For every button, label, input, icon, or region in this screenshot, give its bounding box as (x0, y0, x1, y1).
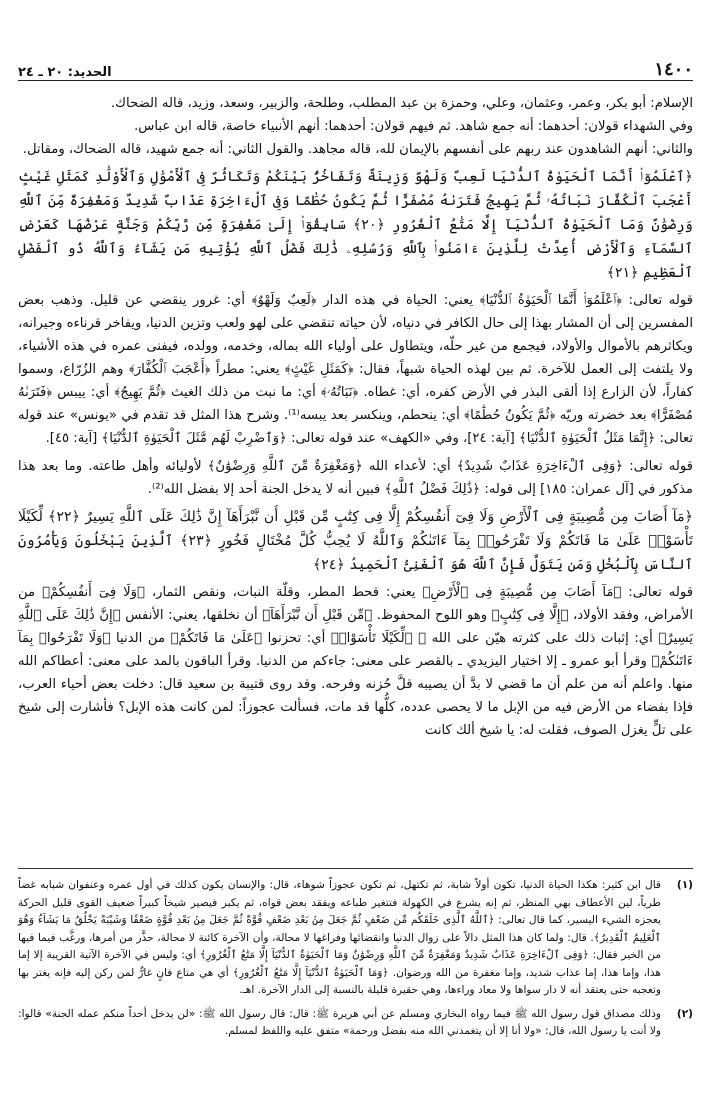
tafsir-paragraph-2: قوله تعالى: ﴿وَفِى ٱلْءَاخِرَةِ عَذَابٌ شَدِيدٌ﴾ أي: لأعداء الله ﴿وَمَغْفِرَةٌ مِّنَ ٱللَّهِ وَرِضْوَٰنٌ﴾ لأوليائه وأهل طاعته. وما بعد هذا مذكور في [آل عمران: ١٨٥] إلى قوله: ﴿ذَٰلِكَ فَضْلُ ٱللَّهِ﴾ فبين أنه لا يدخل الجنة أحد إلا بفضل الله⁽²⁾. (18, 459, 693, 497)
page-header (18, 56, 693, 81)
footnote-number: (١) (676, 879, 693, 891)
footnote-number: (٢) (676, 1007, 693, 1020)
surah-reference: الحديد: ٢٠ ـ ٢٤ (18, 65, 112, 80)
paragraph-1: الإسلام: أبو بكر، وعمر، وعثمان، وعلي، وحمزة بن عبد المطلب، وطلحة، والزبير، وسعد، وزيد، قاله الضحاك. (110, 96, 693, 111)
paragraph-2: وفي الشهداء قولان: أحدهما: أنه جمع شاهد. ثم فيهم قولان: أحدهما: أنهم الأنبياء خاصة، قاله ابن عباس. (134, 119, 693, 134)
footnote-text: وذلك مصداق قول رسول الله ﷺ فيما رواه البخاري ومسلم عن أبي هريرة ﷺ: قال: قال رسول الله ﷺ: «لن يدخل أحداً منكم عمله الجنة» قالوا: ولا أنت يا رسول الله، قال: «ولا أنا إلا أن يتغمدني الله منه بفضل ورحمة» متفق عليه واللفظ لمسلم. (18, 1007, 661, 1037)
tafsir-paragraph-3: قوله تعالى: ﴿مَآ أَصَابَ مِن مُّصِيبَةٍ فِى ٱلْأَرْضِ﴾ يعني: قحط المطر، وقلّة النبات، ونقص الثمار، ﴿وَلَا فِىٓ أَنفُسِكُمْ﴾ من الأمراض، وفقد الأولاد، ﴿إِلَّا فِى كِتَٰبٍ﴾ وهو اللوح المحفوظ. ﴿مِّن قَبْلِ أَن نَّبْرَأَهَآ﴾ أن نخلقها، يعني: الأنفس ﴿إِنَّ ذَٰلِكَ عَلَى ٱللَّهِ يَسِيرٌ﴾ أي: إثبات ذلك على كثرته هيّن على الله ﷻ ﴿لِّكَيْلَا تَأْسَوْا۟﴾ أي: تحزنوا ﴿عَلَىٰ مَا فَاتَكُمْ﴾ من الدنيا ﴿وَلَا تَفْرَحُوا۟ بِمَآ ءَاتَىٰكُمْ﴾ وقرأ أبو عمرو ـ إلا اختيار اليزيدي ـ بالقصر على معنى: جاءكم من الدنيا. وقرأ الباقون بالمد على معنى: أعطاكم الله منها. واعلم أنه من علم أن ما قضي لا بدَّ أن يصيبه قلَّ حُزنه وفرحه. وقد روى قتيبة بن سعيد قال: دخلت بعض أحياء العرب، فإذا بفضاء من الأرض فيه من الإبل ما لا يحصى عدده، كلُّها قد مات، فسألت عجوزاً: لمن كانت هذه الإبل؟ فأشارت إلى شيخ على تلٍّ يغزل الصوف، فقلت له: يا شيخ ألك كانت (18, 585, 693, 738)
quran-verse-block-1: ﴿ٱعْلَمُوٓا۟ أَنَّمَا ٱلْحَيَوٰةُ ٱلدُّنْيَا لَعِبٌ وَلَهْوٌ وَزِينَةٌ وَتَفَاخُرٌۢ بَيْنَكُمْ وَتَكَاثُرٌ فِى ٱلْأَمْوَٰلِ وَٱلْأَوْلَٰدِ كَمَثَلِ غَيْثٍ أَعْجَبَ ٱلْكُفَّارَ نَبَاتُهُۥ ثُمَّ يَهِيجُ فَتَرَىٰهُ مُصْفَرًّا ثُمَّ يَكُونُ حُطَٰمًا وَفِى ٱلْءَاخِرَةِ عَذَابٌ شَدِيدٌ وَمَغْفِرَةٌ مِّنَ ٱللَّهِ وَرِضْوَٰنٌ وَمَا ٱلْحَيَوٰةُ ٱلدُّنْيَآ إِلَّا مَتَٰعُ ٱلْغُرُورِ ﴿٢٠﴾ سَابِقُوٓا۟ إِلَىٰ مَغْفِرَةٍ مِّن رَّبِّكُمْ وَجَنَّةٍ عَرْضُهَا كَعَرْضِ ٱلسَّمَآءِ وَٱلْأَرْضِ أُعِدَّتْ لِلَّذِينَ ءَامَنُوا۟ بِٱللَّهِ وَرُسُلِهِۦ ذَٰلِكَ فَضْلُ ٱللَّهِ يُؤْتِيهِ مَن يَشَآءُ وَٱللَّهُ ذُو ٱلْفَضْلِ ٱلْعَظِيمِ ﴿٢١﴾ (18, 169, 693, 281)
main-text (18, 92, 693, 742)
quran-verse-block-2: ﴿مَآ أَصَابَ مِن مُّصِيبَةٍ فِى ٱلْأَرْضِ وَلَا فِىٓ أَنفُسِكُمْ إِلَّا فِى كِتَٰبٍ مِّن قَبْلِ أَن نَّبْرَأَهَآ إِنَّ ذَٰلِكَ عَلَى ٱللَّهِ يَسِيرٌ ﴿٢٢﴾ لِّكَيْلَا تَأْسَوْا۟ عَلَىٰ مَا فَاتَكُمْ وَلَا تَفْرَحُوا۟ بِمَآ ءَاتَىٰكُمْ وَٱللَّهُ لَا يُحِبُّ كُلَّ مُخْتَالٍ فَخُورٍ ﴿٢٣﴾ ٱلَّذِينَ يَبْخَلُونَ وَيَأْمُرُونَ ٱلنَّاسَ بِٱلْبُخْلِ وَمَن يَتَوَلَّ فَإِنَّ ٱللَّهَ هُوَ ٱلْغَنِىُّ ٱلْحَمِيدُ ﴿٢٤﴾ (18, 509, 693, 573)
footnotes (18, 868, 693, 1041)
paragraph-3: والثاني: أنهم الشاهدون عند ربهم على أنفسهم بالإيمان لله، قاله مجاهد. والقول الثاني: أنه جمع شهيد، قاله الضحاك، ومقاتل. (22, 142, 693, 157)
page-number: ١٤٠٠ (654, 59, 693, 80)
footnote-text: قال ابن كثير: هكذا الحياة الدنيا، تكون أولاً شابة، ثم تكتهل، ثم تكون عجوزاً شوهاء، قال: والإنسان يكون كذلك في أول عمره وعنفوان شبابه غضاً طرياً، لين الأعطاف بهي المنظر، ثم إنه يشرع في الكهولة فتتغير طباعه ويفقد بعض قواه، ثم يكبر فيصير شيخاً كبيراً ضعيف القوى قليل الحركة يعجزه الشيء اليسير، كما قال تعالى: ﴿ٱللَّهُ ٱلَّذِى خَلَقَكُم مِّن ضَعْفٍ ثُمَّ جَعَلَ مِنۢ بَعْدِ ضَعْفٍ قُوَّةً ثُمَّ جَعَلَ مِنۢ بَعْدِ قُوَّةٍ ضَعْفًا وَشَيْبَةً يَخْلُقُ مَا يَشَآءُ وَهُوَ ٱلْعَلِيمُ ٱلْقَدِيرُ﴾. قال: ولما كان هذا المثل دالاً على زوال الدنيا وانقضائها وفراغها لا محالة، وأن الآخرة كائنة لا محالة، حذَّر من أمرها، ورغَّب فيما فيها من الخير فقال: ﴿وَفِى ٱلْءَاخِرَةِ عَذَابٌ شَدِيدٌ وَمَغْفِرَةٌ مِّنَ ٱللَّهِ وَرِضْوَٰنٌ وَمَا ٱلْحَيَوٰةُ ٱلدُّنْيَآ إِلَّا مَتَٰعُ ٱلْغُرُورِ﴾ أي: وليس في الآخرة الآتية القريبة إلا إما هذا، وإما هذا، إما عذاب شديد، وإما مغفرة من الله ورضوان. ﴿وَمَا ٱلْحَيَوٰةُ ٱلدُّنْيَآ إِلَّا مَتَٰعُ ٱلْغُرُورِ﴾ أي هي متاع فانٍ غارٌّ لمن ركن إليه فإنه يغتر بها وتعجبه حتى يعتقد أنه لا دار سواها ولا معاد وراءها، وهي حقيرة قليلة بالنسبة إلى الدار الآخرة. اهـ. (18, 879, 661, 996)
footnote-1 (18, 877, 693, 1000)
tafsir-paragraph-1: قوله تعالى: ﴿ٱعْلَمُوٓا۟ أَنَّمَا ٱلْحَيَوٰةُ ٱلدُّنْيَا﴾ يعني: الحياة في هذه الدار ﴿لَعِبٌ وَلَهْوٌ﴾ أي: غرور ينقضي عن قليل. وذهب بعض المفسرين إلى أن المشار بهذا إلى حال الكافر في دنياه، لأن حياته تنقضي على لهو ولعب وتزين الدنيا، ويفاخر قرناءه وجيرانه، ويكاثرهم بالأموال والأولاد، فيجمع من غير حلّه، ويتطاول على أولياء الله بماله، وخدمه، وولده، فيفنى عمره في هذه الأشياء، ولا يلتفت إلى العمل للآخرة. ثم بين لهذه الحياة شبهاً، فقال: ﴿كَمَثَلِ غَيْثٍ﴾ يعني: مطراً ﴿أَعْجَبَ ٱلْكُفَّارَ﴾ وهم الزُرّاع، وسموا كفاراً، لأن الزارع إذا ألقى البذر في الأرض كفره، أي: غطاه. ﴿نَبَاتُهُۥ﴾ أي: ما نبت من ذلك الغيث ﴿ثُمَّ يَهِيجُ﴾ أي: ييبس ﴿فَتَرَىٰهُ مُصْفَرًّا﴾ بعد خضرته وريّه ﴿ثُمَّ يَكُونُ حُطَٰمًا﴾ أي: ينحطم، وينكسر بعد يبسه⁽¹⁾. وشرح هذا المثل قد تقدم في «يونس» عند قوله تعالى: ﴿إِنَّمَا مَثَلُ ٱلْحَيَوٰةِ ٱلدُّنْيَا﴾ [آية: ٢٤]، وفي «الكهف» عند قوله تعالى: ﴿وَٱضْرِبْ لَهُم مَّثَلَ ٱلْحَيَوٰةِ ٱلدُّنْيَا﴾ [آية: ٤٥]. (18, 293, 693, 446)
footnote-2 (18, 1006, 693, 1041)
